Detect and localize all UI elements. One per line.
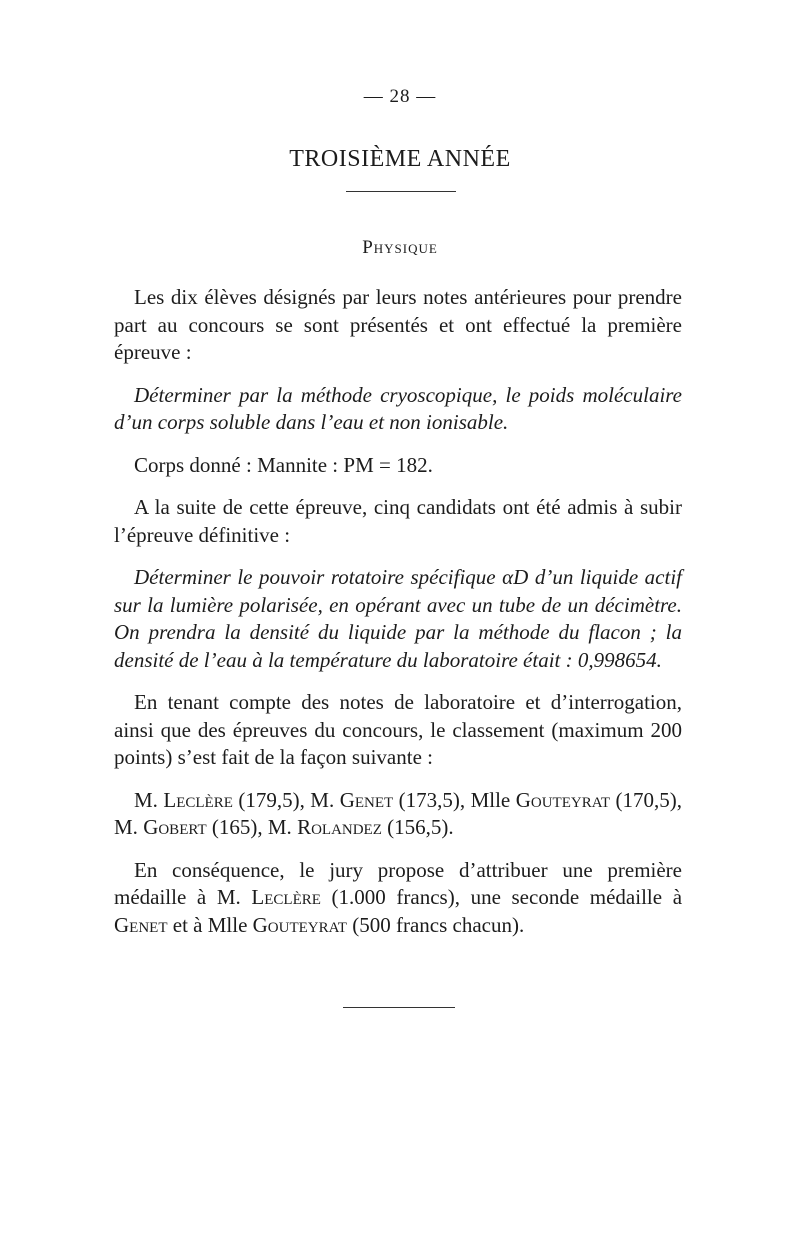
ranking-title-4: M.: [114, 815, 138, 839]
paragraph-given-substance: Corps donné : Mannite : PM = 182.: [134, 452, 433, 477]
closing-divider: [343, 1007, 455, 1008]
ranking-score-3: (170,5),: [615, 787, 682, 812]
ranking-title-2: M.: [310, 787, 335, 812]
paragraph-admission: A la suite de cette épreuve, cinq candidats ont été admis à subir l’épreuve définitive :: [114, 495, 682, 547]
ranking-score-2: (173,5),: [398, 787, 466, 812]
awards-text-1: En conséquence, le jury propose d’attribuer une première médaille à M.: [114, 857, 682, 909]
title-divider: [346, 191, 456, 192]
paragraph-intro: Les dix élèves désignés par leurs notes antérieures pour prendre part au concours se sont présentés et ont effectué la première épreuve :: [114, 285, 682, 364]
awards-text-2: (1.000 francs), une seconde médaille à: [331, 885, 683, 909]
ranking-title-1: M.: [134, 787, 158, 812]
ranking-name-1: Leclère: [163, 787, 233, 812]
ranking-name-2: Genet: [339, 787, 394, 812]
ranking-score-5: (156,5).: [387, 815, 454, 839]
ranking-title-5: M.: [267, 815, 292, 839]
page-title: TROISIÈME ANNÉE: [289, 146, 511, 172]
paragraph-ranking: [114, 787, 682, 842]
awards-text-3: et à Mlle: [172, 912, 248, 937]
awards-name-3: Gouteyrat: [252, 912, 347, 937]
ranking-title-3: Mlle: [470, 787, 511, 812]
awards-name-2: Genet: [114, 912, 168, 937]
section-heading: Physique: [362, 237, 438, 258]
ranking-score-4: (165),: [211, 815, 263, 839]
body-text: [114, 284, 682, 954]
awards-text-4: (500 francs chacun).: [352, 912, 525, 937]
awards-name-1: Leclère: [251, 885, 321, 909]
paragraph-first-test: Déterminer par la méthode cryoscopique, le poids moléculaire d’un corps soluble dans l’eau et non ionisable.: [114, 382, 682, 434]
paragraph-awards: [114, 857, 682, 940]
page-number: — 28 —: [363, 86, 437, 107]
ranking-name-3: Gouteyrat: [515, 787, 611, 812]
ranking-name-4: Gobert: [143, 815, 207, 839]
paragraph-ranking-intro: En tenant compte des notes de laboratoire et d’interrogation, ainsi que des épreuves du concours, le classement (maximum 200 points) s’est fait de la façon suivante :: [114, 690, 682, 769]
ranking-name-5: Rolandez: [297, 815, 382, 839]
ranking-score-1: (179,5),: [238, 787, 305, 812]
paragraph-final-test: Déterminer le pouvoir rotatoire spécifique αD d’un liquide actif sur la lumière polarisée, en opérant avec un tube de un décimètre. On prendra la densité du liquide par la méthode du flacon ; la densité de l’eau à la température du laboratoire était : 0,998654.: [114, 565, 682, 672]
